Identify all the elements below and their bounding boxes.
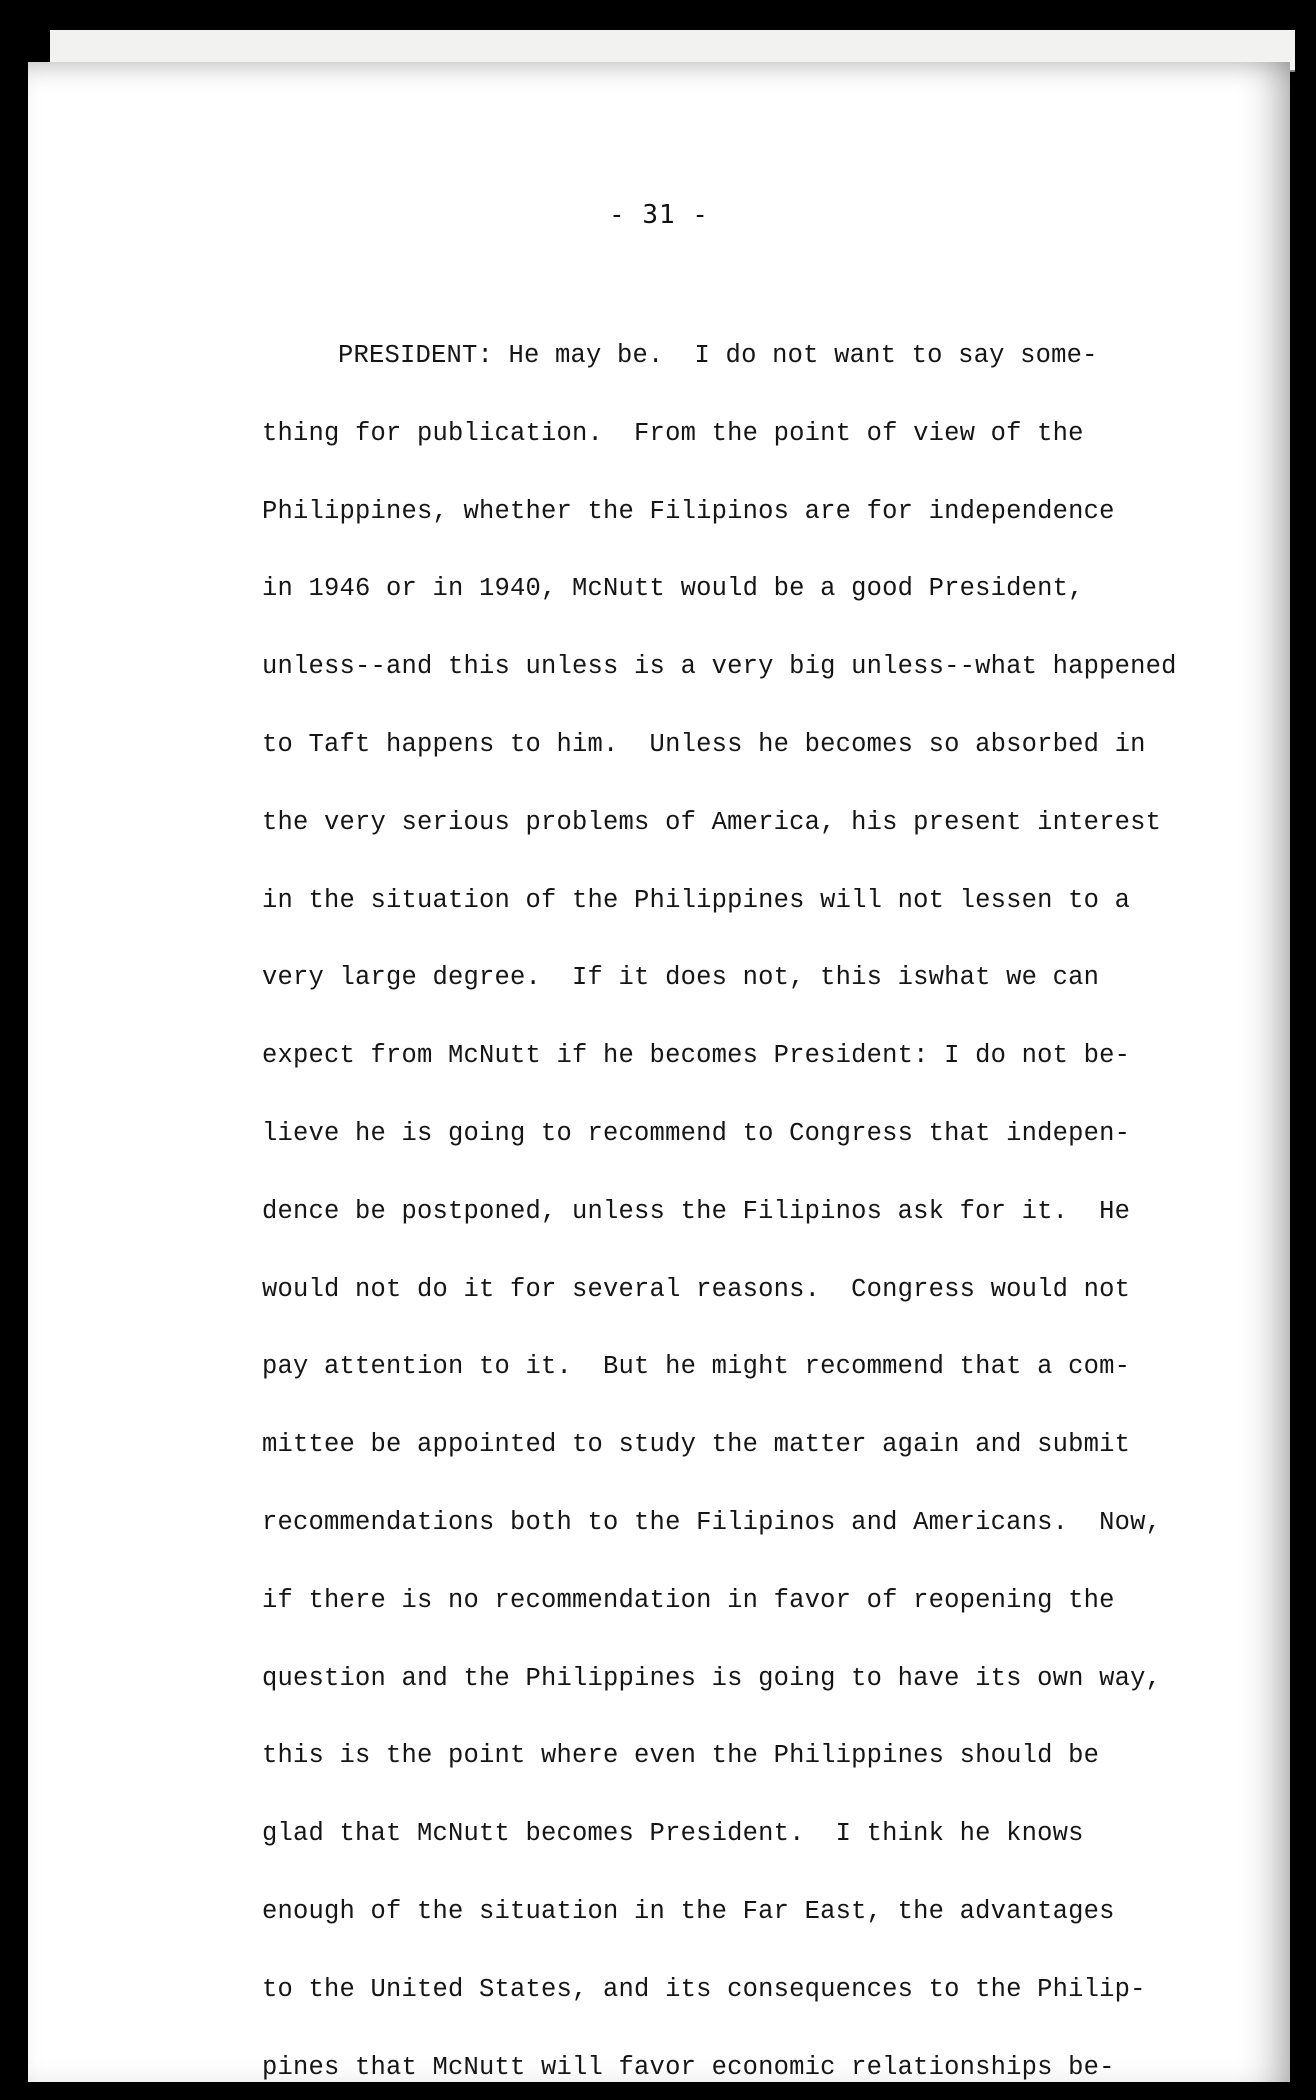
text-line: very large degree. If it does not, this iswhat we can [262,963,1100,993]
document-page [28,62,1290,2082]
text-line: pines that McNutt will favor economic relationships be- [262,2052,1115,2082]
typed-paragraph [262,336,1222,2100]
text-line: to the United States, and its consequences to the Philip- [262,1974,1146,2004]
text-line: the very serious problems of America, his present interest [262,807,1162,837]
text-line: unless--and this unless is a very big unless--what happened [262,652,1177,682]
text-line: to Taft happens to him. Unless he becomes so absorbed in [262,729,1146,759]
text-line: PRESIDENT: He may be. I do not want to say some- [338,341,1098,370]
text-line: in 1946 or in 1940, McNutt would be a good President, [262,574,1084,604]
text-line: Philippines, whether the Filipinos are for independence [262,496,1115,526]
text-line: glad that McNutt becomes President. I think he knows [262,1819,1084,1849]
text-line: in the situation of the Philippines will not lessen to a [262,885,1131,915]
text-line: enough of the situation in the Far East, the advantages [262,1896,1115,1926]
page-number: - 31 - [609,200,709,230]
text-line: if there is no recommendation in favor of reopening the [262,1585,1115,1615]
text-line: pay attention to it. But he might recommend that a com- [262,1352,1131,1382]
text-line: would not do it for several reasons. Congress would not [262,1274,1131,1304]
text-line: expect from McNutt if he becomes President: I do not be- [262,1041,1131,1071]
text-line: mittee be appointed to study the matter again and submit [262,1430,1131,1460]
text-line: lieve he is going to recommend to Congress that indepen- [262,1118,1131,1148]
text-line: this is the point where even the Philippines should be [262,1741,1100,1771]
text-line: recommendations both to the Filipinos and Americans. Now, [262,1507,1162,1537]
text-line: question and the Philippines is going to have its own way, [262,1663,1162,1693]
text-line: dence be postponed, unless the Filipinos ask for it. He [262,1196,1131,1226]
text-line: thing for publication. From the point of view of the [262,418,1084,448]
